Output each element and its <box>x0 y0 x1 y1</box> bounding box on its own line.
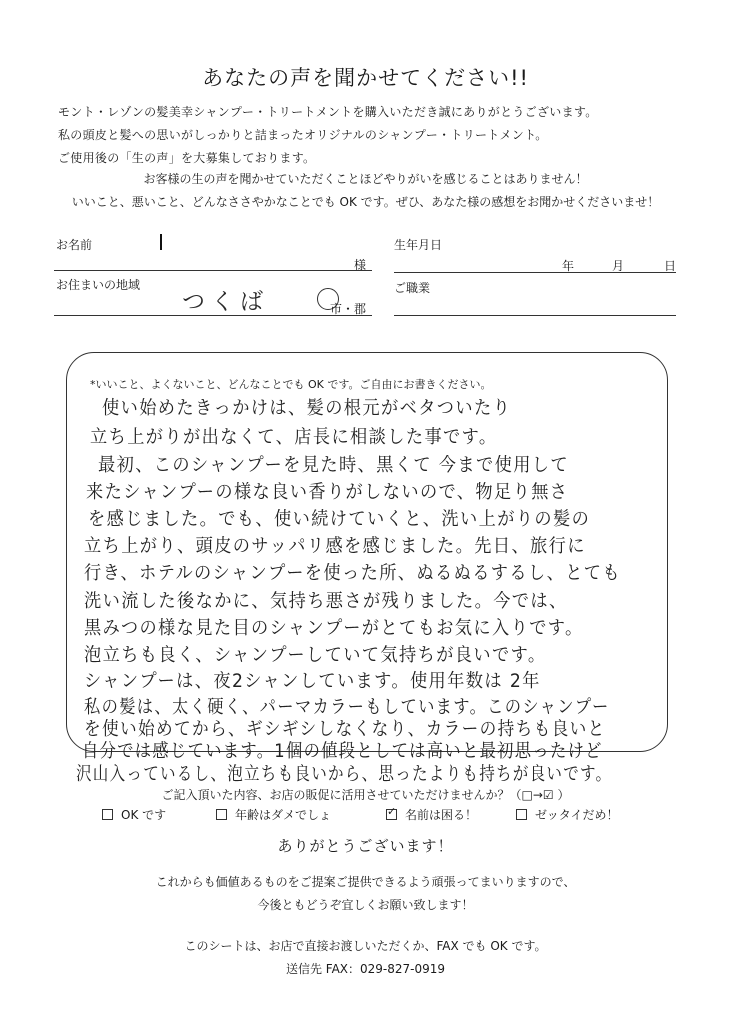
comment-line-3: 最初、このシャンプーを見た時、黒くて 今まで使用して <box>98 455 570 476</box>
intro-line-3: ご使用後の「生の声」を大募集しております。 <box>58 151 316 165</box>
comment-line-2: 立ち上がりが出なくて、店長に相談した事です。 <box>90 427 498 448</box>
area-field[interactable] <box>54 315 372 316</box>
consent-option-age[interactable] <box>216 806 331 823</box>
comment-line-13: を使い始めてから、ギシギシしなくなり、カラーの持ちも良いと <box>84 719 606 740</box>
page-title: あなたの声を聞かせてください!! <box>202 66 529 90</box>
name-suffix: 様 <box>354 258 367 272</box>
area-label: お住まいの地域 <box>56 278 141 292</box>
birth-day: 日 <box>664 259 677 273</box>
intro-center-2: いいこと、悪いこと、どんなささやかなことでも OK です。ぜひ、あなた様の感想をお聞かせくださいませ！ <box>71 195 660 209</box>
comment-prompt: *いいこと、よくないこと、どんなことでも OK です。ご自由にお書きください。 <box>90 378 492 391</box>
intro-line-1: モント・レゾンの髪美幸シャンプー・トリートメントを購入いただき誠にありがとうございます。 <box>58 105 598 119</box>
checkbox-name[interactable] <box>386 809 397 820</box>
name-cursor <box>160 234 162 250</box>
birth-year: 年 <box>562 259 575 273</box>
comment-line-9: 黒みつの様な見た目のシャンプーがとてもお気に入りです。 <box>84 618 584 639</box>
thanks-heading: ありがとうございます！ <box>277 837 454 855</box>
job-field[interactable] <box>394 315 676 316</box>
checkbox-ok[interactable] <box>102 809 113 820</box>
option-never-label: ゼッタイだめ！ <box>535 808 619 822</box>
option-ok-label: OK です <box>121 808 167 822</box>
birth-label: 生年月日 <box>394 238 443 252</box>
name-field[interactable] <box>54 270 372 271</box>
footer-fax: 送信先 FAX：029-827-0919 <box>285 962 446 976</box>
intro-center-1: お客様の生の声を聞かせていただくことほどやりがいを感じることはありません！ <box>143 172 588 186</box>
job-label: ご職業 <box>394 281 431 295</box>
comment-line-7: 行き、ホテルのシャンプーを使った所、ぬるぬるするし、とても <box>84 563 622 584</box>
consent-question: ご記入頂いた内容、お店の販促に活用させていただけませんか？（□→☑ ） <box>161 788 570 802</box>
consent-option-ok[interactable] <box>102 806 166 823</box>
name-label: お名前 <box>56 238 93 252</box>
checkbox-never[interactable] <box>516 809 527 820</box>
comment-line-5: を感じました。でも、使い続けていくと、洗い上がりの髪の <box>88 509 591 530</box>
consent-option-name[interactable] <box>386 806 477 823</box>
closing-line-2: 今後ともどうぞ宜しくお願い致します！ <box>257 898 474 912</box>
checkbox-age[interactable] <box>216 809 227 820</box>
comment-line-6: 立ち上がり、頭皮のサッパリ感を感じました。先日、旅行に <box>84 536 586 557</box>
comment-line-4: 来たシャンプーの様な良い香りがしないので、物足り無さ <box>86 482 569 503</box>
comment-line-11: シャンプーは、夜2シャンしています。使用年数は 2年 <box>84 671 541 692</box>
birth-month: 月 <box>612 259 625 273</box>
consent-option-never[interactable] <box>516 806 619 823</box>
intro-line-2: 私の頭皮と髪への思いがしっかりと詰まったオリジナルのシャンプー・トリートメント。 <box>58 128 548 142</box>
comment-line-1: 使い始めたきっかけは、髪の根元がベタついたり <box>102 398 512 419</box>
option-age-label: 年齢はダメでしょ <box>235 808 332 822</box>
comment-line-14: 自分では感じています。1個の値段としては高いと最初思ったけど <box>82 741 603 762</box>
area-suffix: 市・郡 <box>330 302 367 316</box>
comment-line-8: 洗い流した後なかに、気持ち悪さが残りました。今では、 <box>84 591 568 612</box>
footer-note: このシートは、お店で直接お渡しいただくか、FAX でも OK です。 <box>184 939 547 953</box>
closing-line-1: これからも価値あるものをご提案ご提供できるよう頑張ってまいりますので、 <box>155 875 576 889</box>
comment-line-10: 泡立ちも良く、シャンプーしていて気持ちが良いです。 <box>84 645 547 666</box>
option-name-label: 名前は困る！ <box>405 808 478 822</box>
area-value: つくば <box>182 289 269 315</box>
comment-line-12: 私の髪は、太く硬く、パーマカラーもしています。このシャンプー <box>84 697 610 718</box>
birth-field[interactable] <box>394 272 676 273</box>
comment-line-15: 沢山入っているし、泡立ちも良いから、思ったよりも持ちが良いです。 <box>76 764 613 785</box>
